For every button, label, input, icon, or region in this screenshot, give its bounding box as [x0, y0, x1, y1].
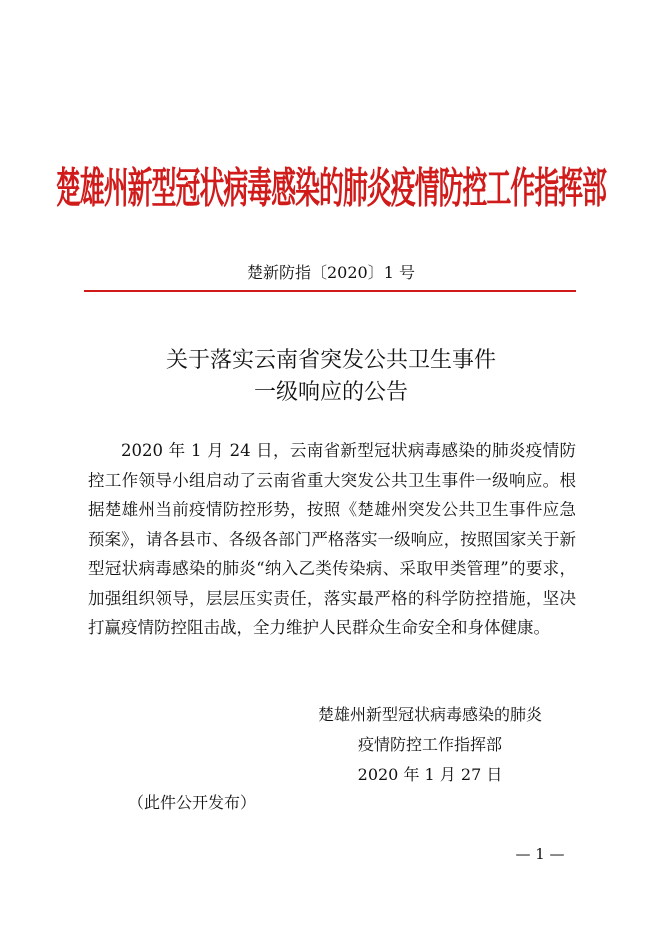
title-line-2: 一级响应的公告 — [253, 380, 408, 405]
page-number: — 1 — — [515, 845, 565, 863]
signature-block — [290, 700, 570, 790]
signature-date: 2020 年 1 月 27 日 — [357, 765, 503, 784]
publish-note: （此件公开发布） — [128, 793, 257, 812]
document-title — [0, 345, 662, 409]
letterhead-issuer: 楚雄州新型冠状病毒感染的肺炎疫情防控工作指挥部 — [55, 164, 607, 213]
signature-line-1: 楚雄州新型冠状病毒感染的肺炎 — [317, 705, 542, 724]
signature-line-2: 疫情防控工作指挥部 — [357, 735, 502, 754]
red-divider-line — [84, 290, 576, 292]
red-letterhead — [55, 152, 607, 216]
title-line-1: 关于落实云南省突发公共卫生事件 — [165, 348, 496, 373]
document-number: 楚新防指〔2020〕1 号 — [247, 263, 415, 282]
body-paragraph: 2020 年 1 月 24 日，云南省新型冠状病毒感染的肺炎疫情防控工作领导小组启动了云南省重大突发公共卫生事件一级响应。根据楚雄州当前疫情防控形势，按照《楚雄州突发公共卫生事件应急预案》，请各县市、各级各部门严格落实一级响应，按照国家关于新型冠状病毒感染的肺炎“纳入乙类传染病、采取甲类管理”的要求，加强组织领导，层层压实责任，落实最严格的科学防控措施，坚决打赢疫情防控阻击战，全力维护人民群众生命安全和身体健康。 — [88, 441, 576, 637]
